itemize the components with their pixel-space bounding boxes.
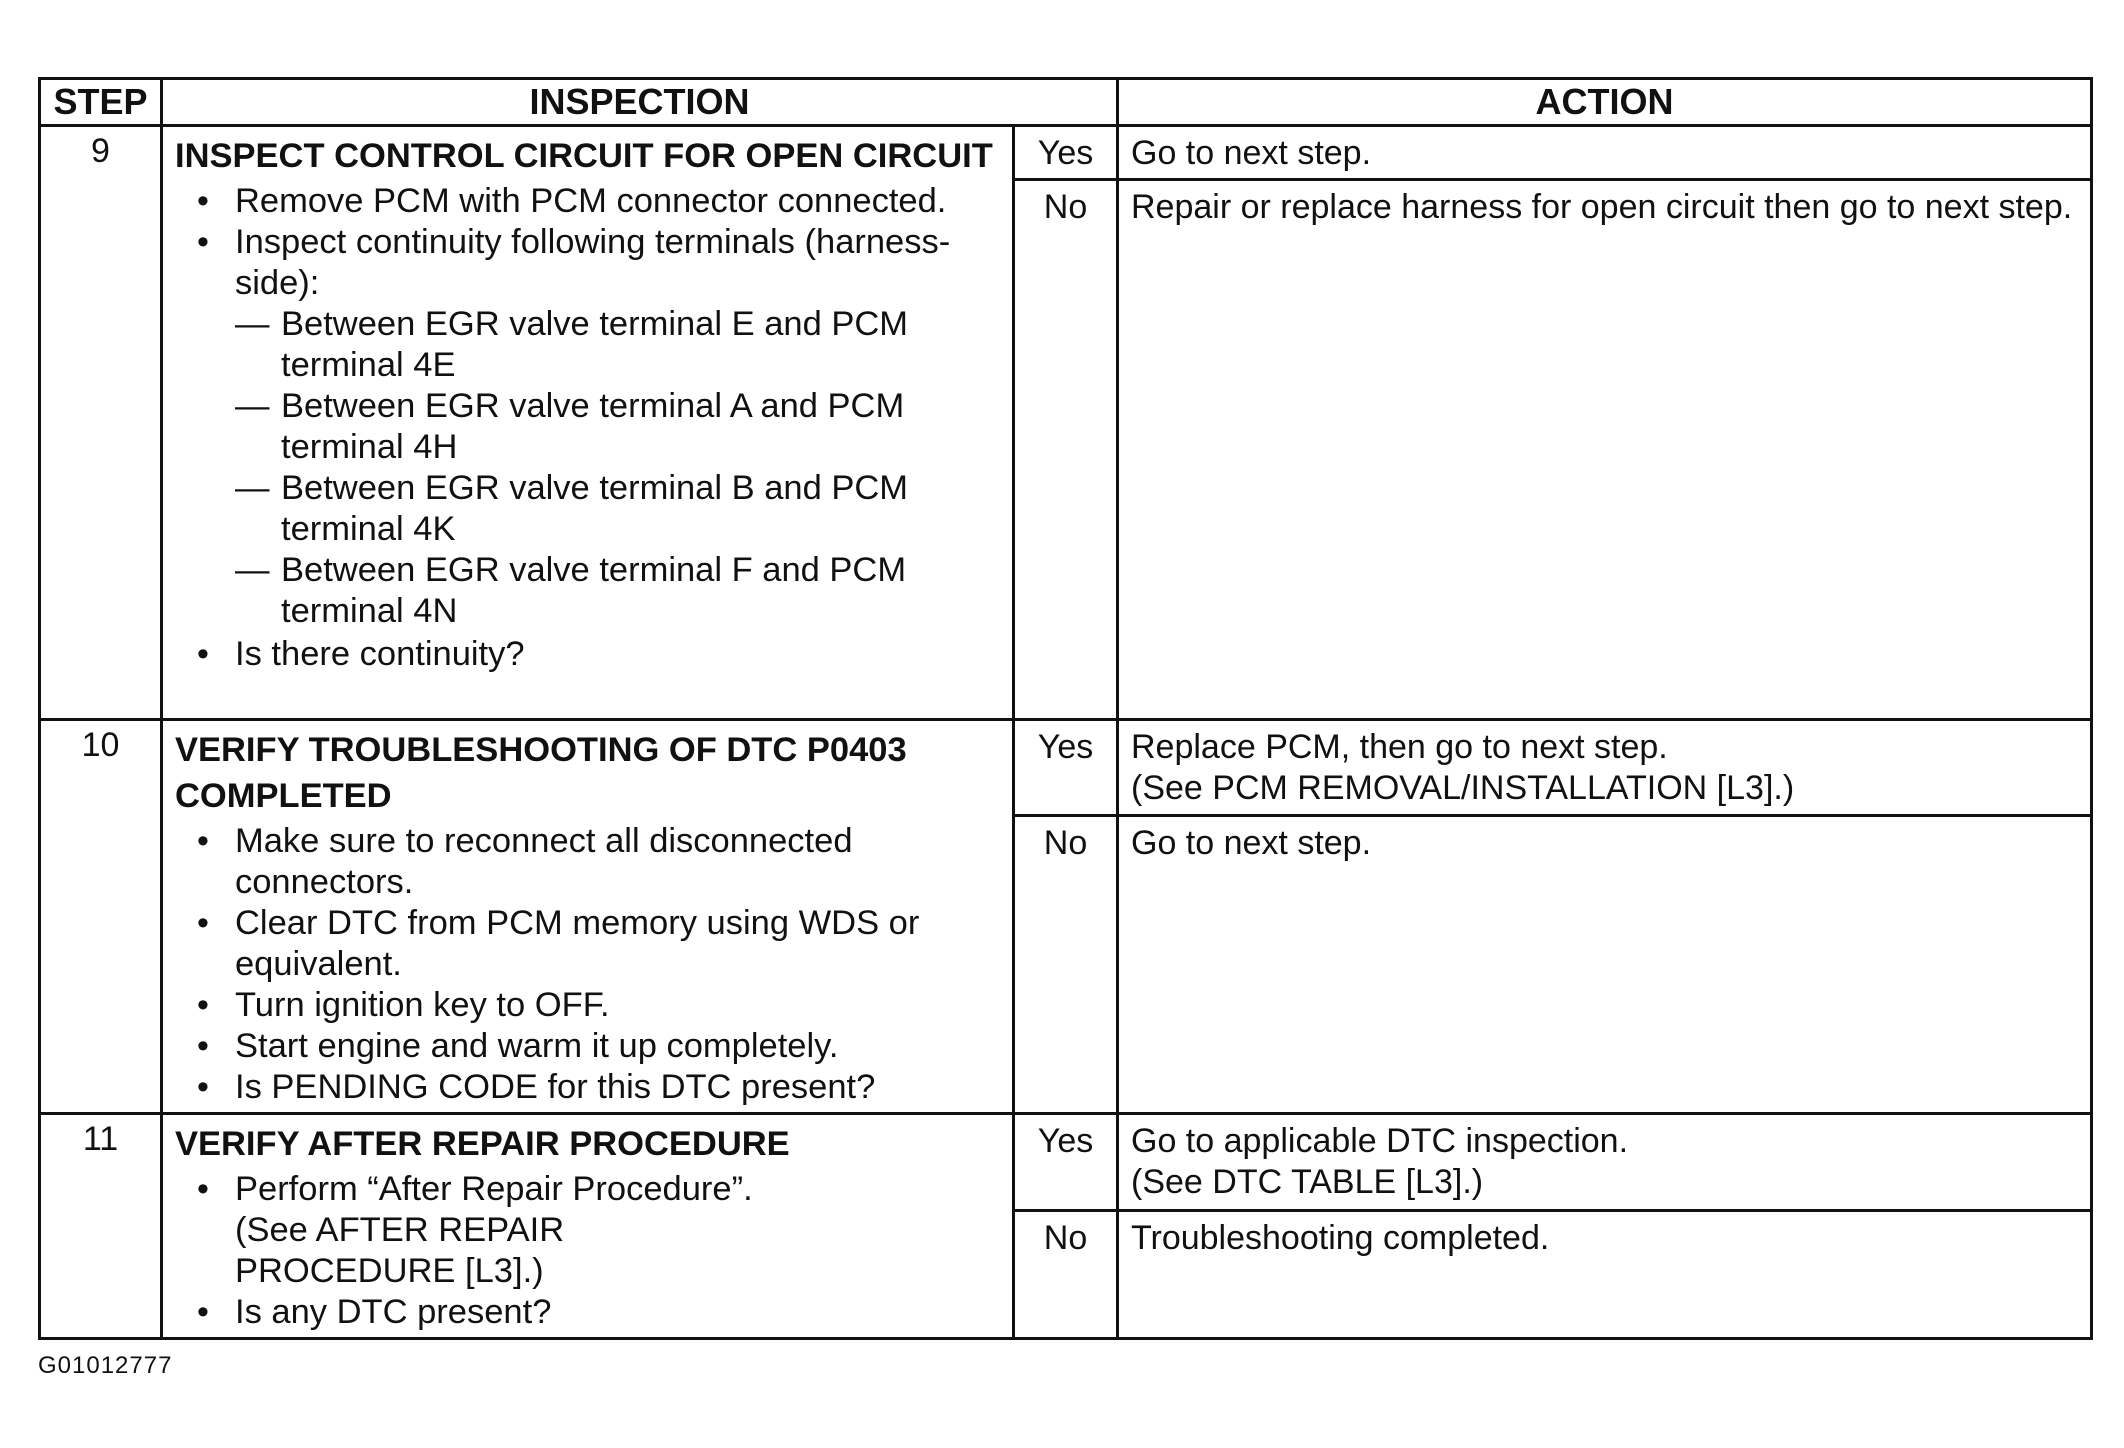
inspection-title: INSPECT CONTROL CIRCUIT FOR OPEN CIRCUIT xyxy=(175,137,993,175)
yes-action-reference: (See PCM REMOVAL/INSTALLATION [L3].) xyxy=(1131,769,1795,807)
list-item: • Is PENDING CODE for this DTC present? xyxy=(175,1067,1002,1108)
yes-label: Yes xyxy=(1014,126,1118,180)
inspection-title: VERIFY AFTER REPAIR PROCEDURE xyxy=(175,1125,790,1163)
list-item: — Between EGR valve terminal A and PCM terminal 4H xyxy=(235,386,1002,468)
no-action: Go to next step. xyxy=(1118,815,2092,1113)
yes-action-reference: (See DTC TABLE [L3].) xyxy=(1131,1163,1484,1201)
table-row xyxy=(40,1114,2092,1211)
no-label: No xyxy=(1014,815,1118,1113)
table-header-row xyxy=(40,79,2092,126)
bullet-list xyxy=(175,181,1002,304)
bullet-list xyxy=(175,634,1002,675)
list-item: — Between EGR valve terminal B and PCM terminal 4K xyxy=(235,468,1002,550)
header-action: ACTION xyxy=(1118,79,2092,126)
list-item xyxy=(175,1169,1002,1292)
yes-action xyxy=(1118,1114,2092,1211)
list-item: • Clear DTC from PCM memory using WDS or equivalent. xyxy=(175,903,1002,985)
list-item: — Between EGR valve terminal F and PCM terminal 4N xyxy=(235,550,1002,632)
yes-action: Go to next step. xyxy=(1118,126,2092,180)
list-item: • Remove PCM with PCM connector connected. xyxy=(175,181,1002,222)
list-item: • Start engine and warm it up completely. xyxy=(175,1026,1002,1067)
table-row xyxy=(40,126,2092,180)
terminal-list xyxy=(235,304,1002,632)
yes-label: Yes xyxy=(1014,720,1118,816)
inspection-cell xyxy=(162,1114,1014,1339)
header-step: STEP xyxy=(40,79,162,126)
bullet-reference: (See AFTER REPAIR PROCEDURE [L3].) xyxy=(235,1211,565,1290)
list-item: • Is there continuity? xyxy=(175,634,1002,675)
list-item: — Between EGR valve terminal E and PCM terminal 4E xyxy=(235,304,1002,386)
inspection-cell xyxy=(162,126,1014,720)
inspection-cell xyxy=(162,720,1014,1114)
list-item: • Is any DTC present? xyxy=(175,1292,1002,1333)
yes-action-text: Replace PCM, then go to next step. xyxy=(1131,728,1668,766)
list-item: • Inspect continuity following terminals (harness-side): xyxy=(175,222,1002,304)
yes-action-text: Go to applicable DTC inspection. xyxy=(1131,1122,1629,1160)
step-number: 10 xyxy=(40,720,162,1114)
no-label: No xyxy=(1014,1210,1118,1338)
dtc-inspection-sheet xyxy=(38,77,2090,1340)
header-inspection: INSPECTION xyxy=(162,79,1118,126)
bullet-list xyxy=(175,821,1002,1108)
list-item: • Make sure to reconnect all disconnected connectors. xyxy=(175,821,1002,903)
list-item: • Turn ignition key to OFF. xyxy=(175,985,1002,1026)
no-action: Troubleshooting completed. xyxy=(1118,1210,2092,1338)
troubleshooting-table xyxy=(38,77,2093,1340)
yes-action xyxy=(1118,720,2092,816)
table-row xyxy=(40,720,2092,816)
bullet-text: Perform “After Repair Procedure”. xyxy=(235,1170,753,1208)
step-number: 9 xyxy=(40,126,162,720)
no-action: Repair or replace harness for open circuit then go to next step. xyxy=(1118,180,2092,720)
step-number: 11 xyxy=(40,1114,162,1339)
no-label: No xyxy=(1014,180,1118,720)
figure-code: G01012777 xyxy=(38,1352,173,1379)
inspection-title: VERIFY TROUBLESHOOTING OF DTC P0403 COMPLETED xyxy=(175,731,907,815)
bullet-list xyxy=(175,1169,1002,1333)
yes-label: Yes xyxy=(1014,1114,1118,1211)
